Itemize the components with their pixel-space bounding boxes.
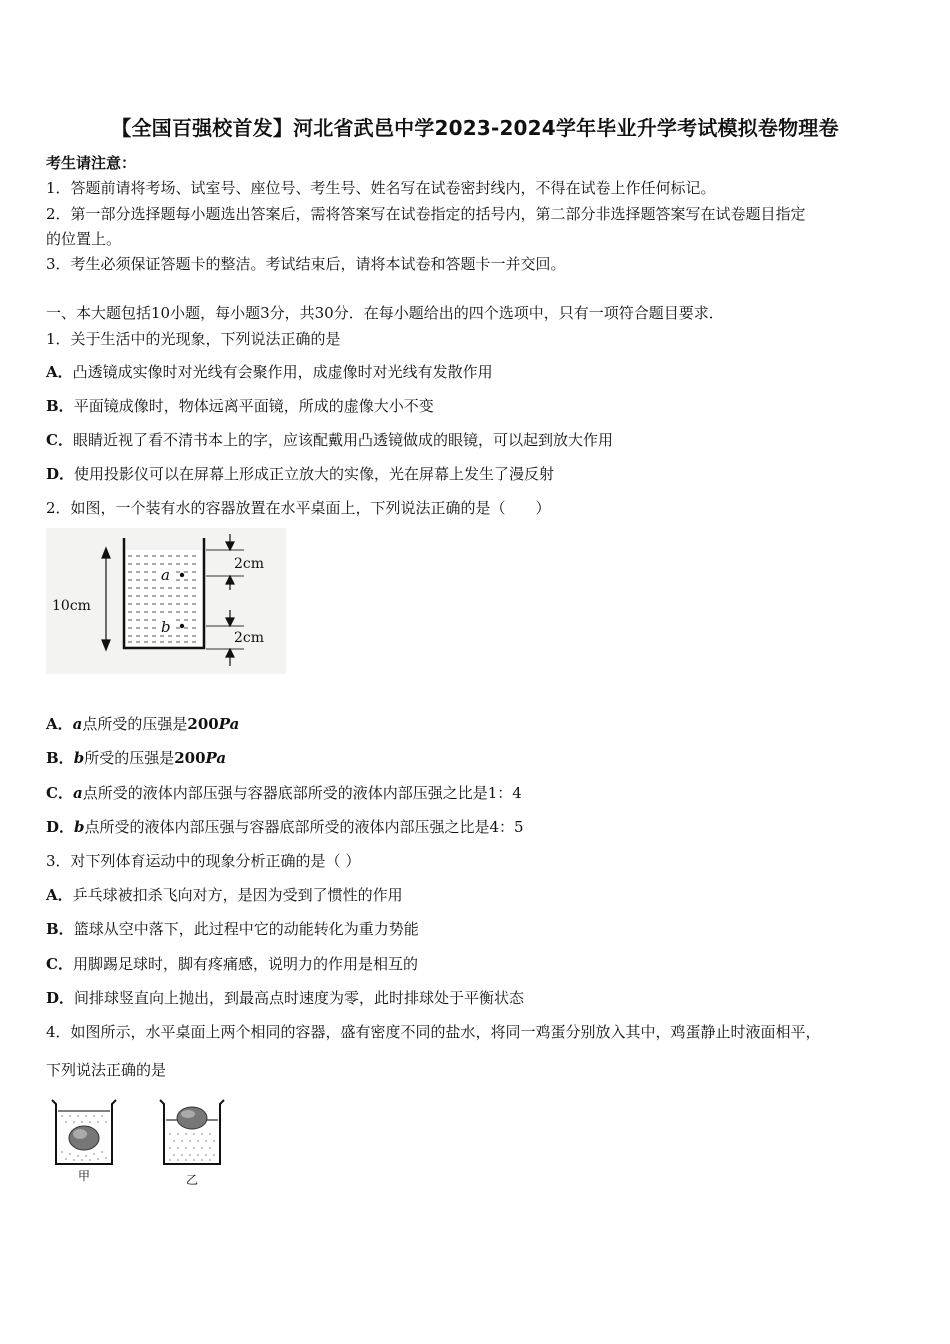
- egg-diagram: [46, 1094, 236, 1186]
- option-label: A．: [46, 886, 73, 904]
- label-yi: 乙: [186, 1173, 199, 1186]
- option-unit: Pa: [205, 749, 227, 767]
- option-value: 200: [187, 715, 219, 733]
- page-title: 【全国百强校首发】河北省武邑中学2023-2024学年毕业升学考试模拟卷物理卷: [111, 116, 839, 140]
- question-2-option-c: [46, 782, 522, 803]
- question-1-option-d: [46, 463, 554, 484]
- question-1-option-a: [46, 361, 493, 382]
- option-variable: b: [74, 818, 85, 836]
- notice-item-2-cont: 的位置上。: [46, 230, 122, 248]
- point-a-label: a: [161, 566, 170, 584]
- height-label: 10cm: [52, 598, 91, 614]
- question-2-option-b: [46, 747, 226, 768]
- egg-highlight-yi: [181, 1110, 195, 1118]
- option-text: 篮球从空中落下，此过程中它的动能转化为重力势能: [73, 920, 419, 938]
- question-2-option-d: [46, 816, 524, 837]
- option-label: B．: [46, 749, 74, 767]
- option-text: 平面镜成像时，物体远离平面镜，所成的虚像大小不变: [73, 397, 434, 415]
- question-1-option-b: [46, 395, 434, 416]
- option-text: 点所受的液体内部压强与容器底部所受的液体内部压强之比是4：5: [84, 818, 524, 836]
- option-variable: a: [72, 784, 83, 802]
- option-variable: a: [72, 715, 83, 733]
- option-value: 200: [174, 749, 206, 767]
- option-label: B．: [46, 397, 74, 415]
- option-text: 所受的压强是: [84, 749, 175, 767]
- egg-yi: [177, 1107, 207, 1129]
- container-jia: [52, 1100, 116, 1164]
- section-heading: 一、本大题包括10小题，每小题3分，共30分．在每小题给出的四个选项中，只有一项符合题目要求．: [46, 304, 724, 322]
- question-4-stem-cont: 下列说法正确的是: [46, 1061, 167, 1079]
- container-yi: [160, 1100, 224, 1164]
- question-3-option-d: [46, 987, 524, 1008]
- option-label: C．: [46, 955, 73, 973]
- option-label: D．: [46, 465, 75, 483]
- notice-item-1: 1．答题前请将考场、试室号、座位号、考生号、姓名写在试卷密封线内，不得在试卷上作任何标记。: [46, 179, 716, 197]
- option-text: 用脚踢足球时，脚有疼痛感，说明力的作用是相互的: [72, 955, 418, 973]
- option-unit: Pa: [218, 715, 240, 733]
- question-2-stem: 2．如图，一个装有水的容器放置在水平桌面上，下列说法正确的是（ ）: [46, 499, 551, 517]
- question-3-option-b: [46, 918, 419, 939]
- option-label: D．: [46, 818, 75, 836]
- option-label: A．: [46, 363, 73, 381]
- option-label: A．: [46, 715, 73, 733]
- question-3-option-a: [46, 884, 403, 905]
- egg-containers-figure: [46, 1094, 236, 1186]
- option-text: 乒乓球被扣杀飞向对方，是因为受到了惯性的作用: [72, 886, 403, 904]
- option-text: 使用投影仪可以在屏幕上形成正立放大的实像，光在屏幕上发生了漫反射: [74, 465, 555, 483]
- point-b-label: b: [161, 618, 171, 636]
- point-a-dot: [180, 573, 184, 577]
- question-2-option-a: [46, 713, 239, 734]
- question-3-stem: 3．对下列体育运动中的现象分析正确的是（ ）: [46, 852, 361, 870]
- water-container-figure: [46, 528, 286, 674]
- question-1-option-c: [46, 429, 613, 450]
- option-text: 凸透镜成实像时对光线有会聚作用，成虚像时对光线有发散作用: [72, 363, 493, 381]
- question-1-stem: 1．关于生活中的光现象，下列说法正确的是: [46, 330, 341, 348]
- question-4-stem: 4．如图所示，水平桌面上两个相同的容器，盛有密度不同的盐水，将同一鸡蛋分别放入其中，鸡蛋静止时液面相平，: [46, 1023, 821, 1041]
- option-label: D．: [46, 989, 75, 1007]
- option-label: B．: [46, 920, 74, 938]
- option-variable: b: [73, 749, 85, 767]
- notice-item-2: 2．第一部分选择题每小题选出答案后，需将答案写在试卷指定的括号内，第二部分非选择题答案写在试卷题目指定: [46, 205, 806, 223]
- notice-heading: 考生请注意：: [46, 154, 137, 172]
- notice-item-3: 3．考生必须保证答题卡的整洁。考试结束后，请将本试卷和答题卡一并交回。: [46, 255, 566, 273]
- bottom-distance-label: 2cm: [234, 630, 265, 646]
- egg-highlight-jia: [73, 1129, 87, 1139]
- option-text: 间排球竖直向上抛出，到最高点时速度为零，此时排球处于平衡状态: [74, 989, 525, 1007]
- option-label: C．: [46, 784, 73, 802]
- label-jia: 甲: [78, 1169, 91, 1183]
- option-text: 点所受的压强是: [82, 715, 188, 733]
- option-text: 点所受的液体内部压强与容器底部所受的液体内部压强之比是1：4: [82, 784, 522, 802]
- question-3-option-c: [46, 953, 418, 974]
- option-label: C．: [46, 431, 73, 449]
- point-b-dot: [180, 624, 184, 628]
- option-text: 眼睛近视了看不清书本上的字，应该配戴用凸透镜做成的眼镜，可以起到放大作用: [72, 431, 613, 449]
- top-distance-label: 2cm: [234, 556, 265, 572]
- container-diagram: [46, 528, 286, 674]
